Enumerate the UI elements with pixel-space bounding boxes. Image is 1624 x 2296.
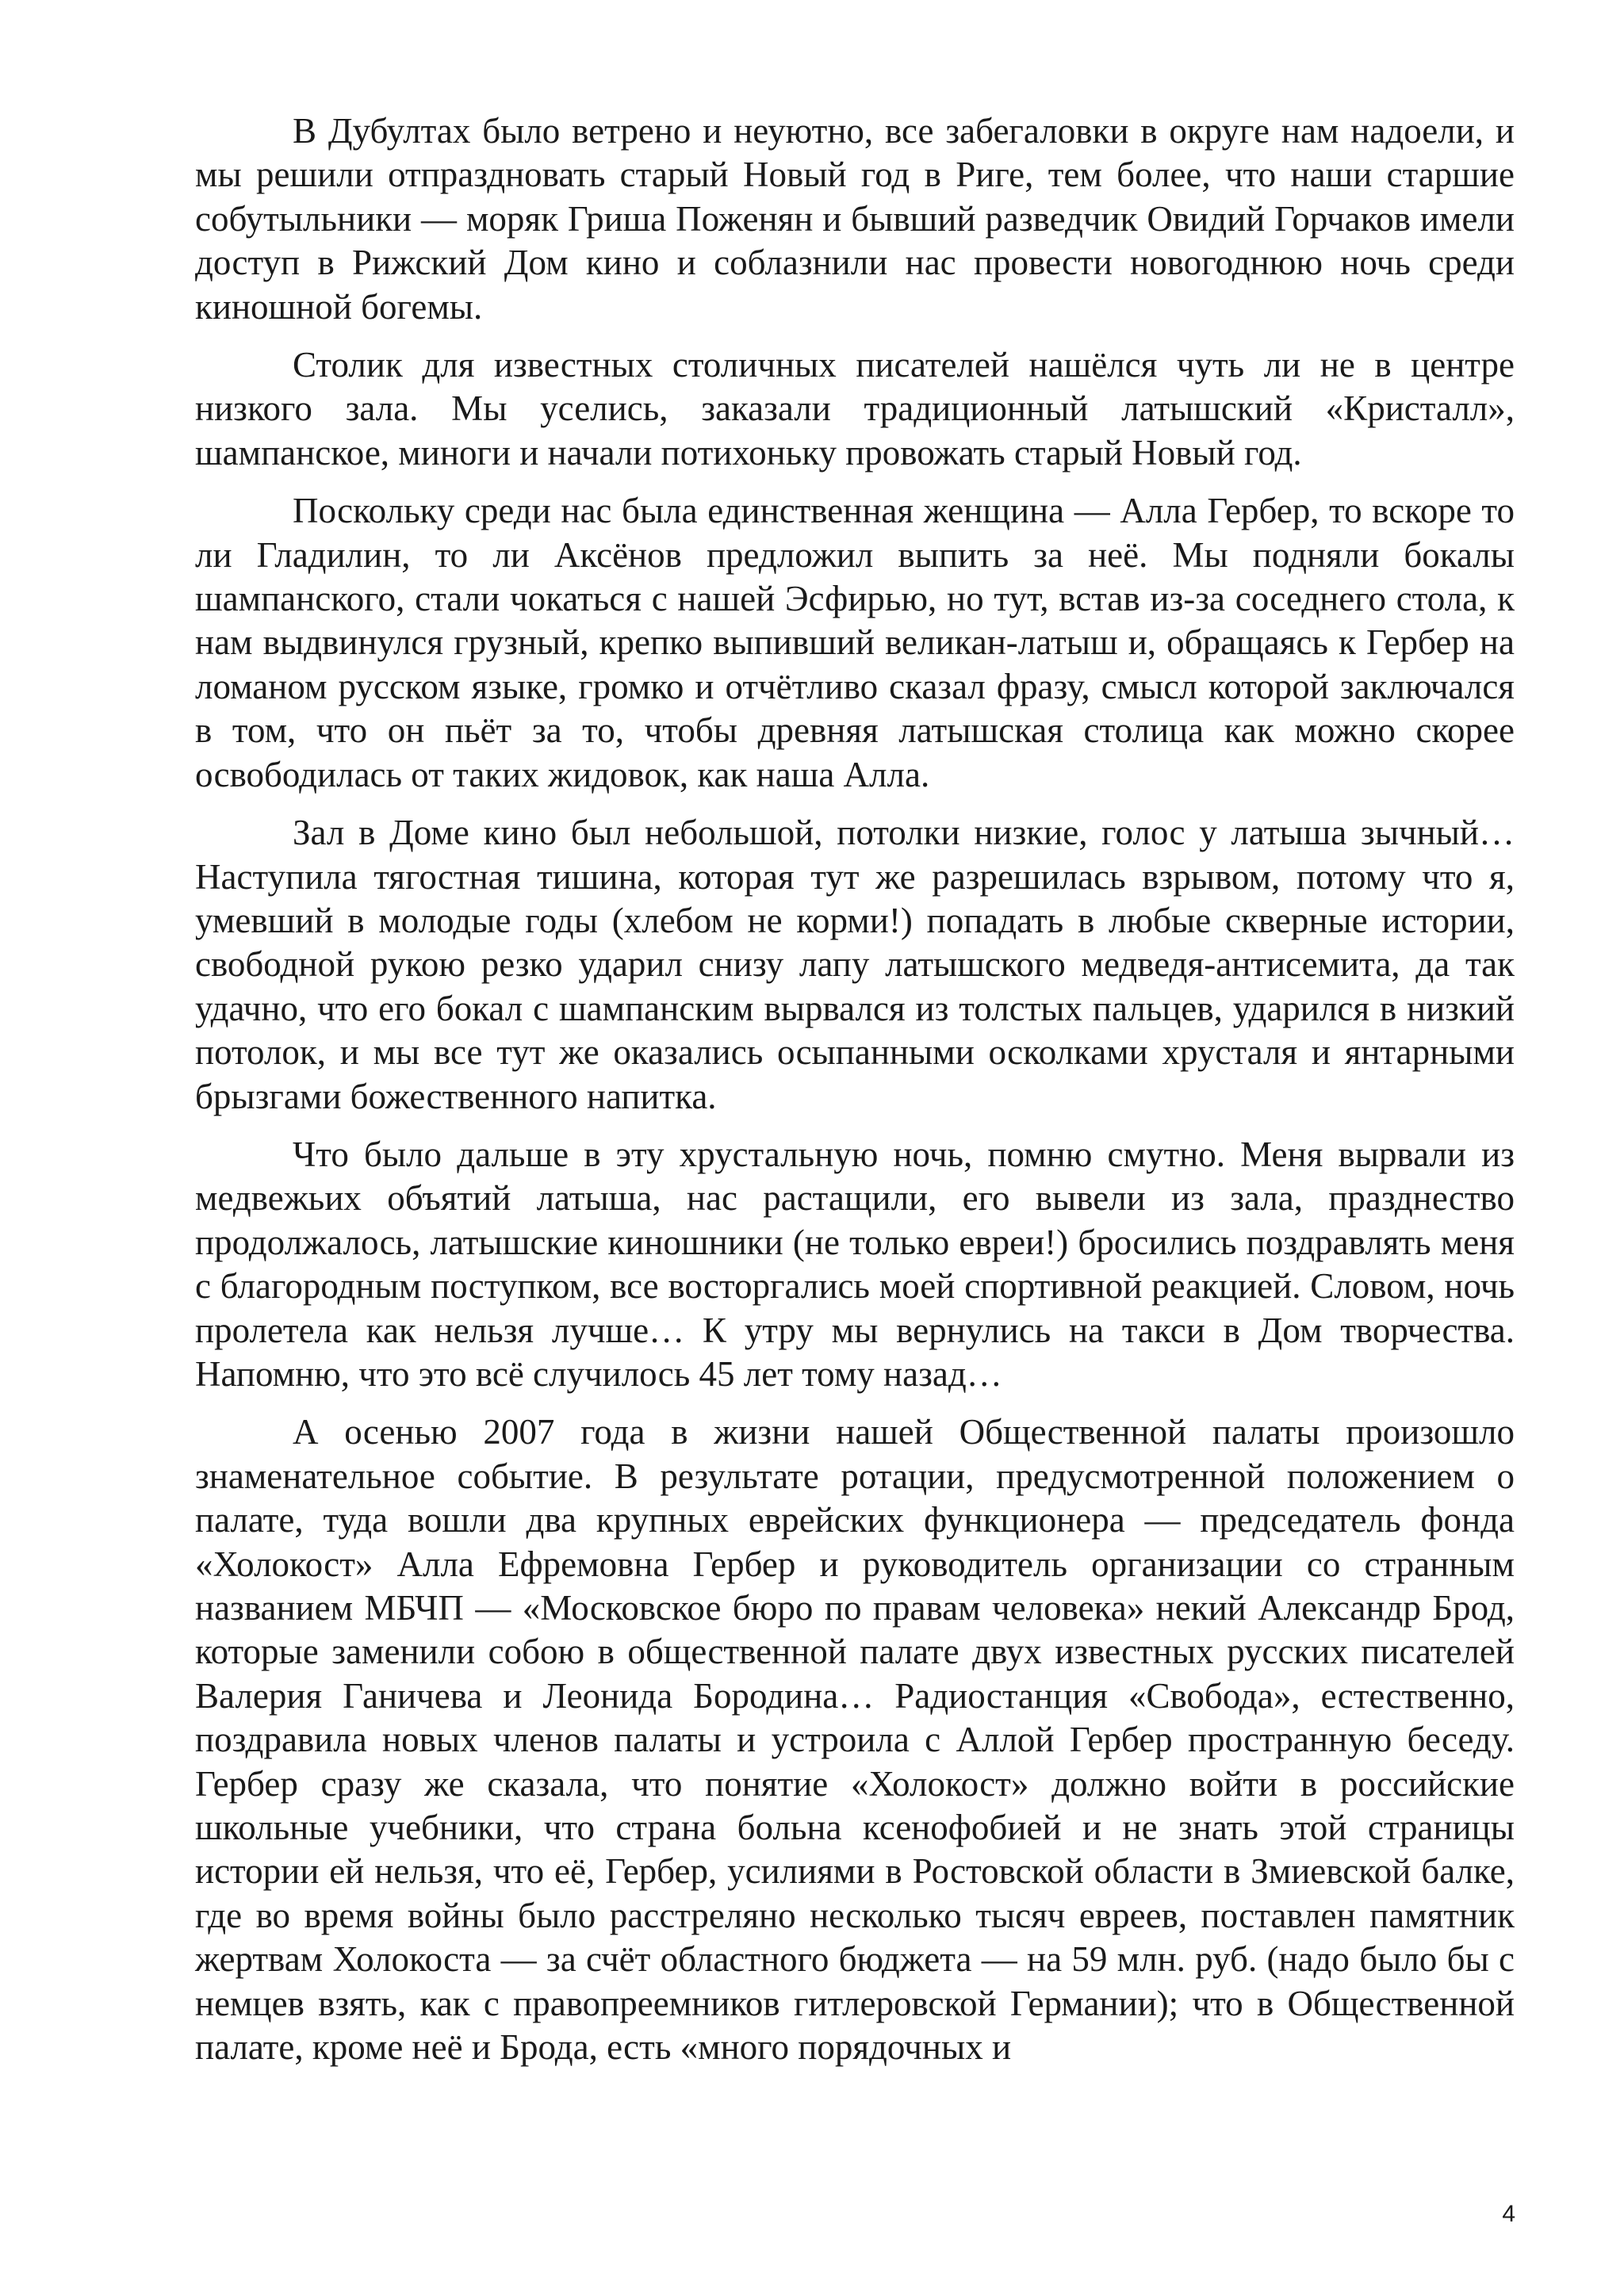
- page-number: 4: [1502, 2201, 1515, 2227]
- document-body: [195, 109, 1515, 2084]
- paragraph-4: Зал в Доме кино был небольшой, потолки низкие, голос у латыша зычный… Наступила тягостная тишина, которая тут же разрешилась взрывом, потому что я, умевший в молодые годы (хлебом не корми!) попадать в любые скверные истории, свободной рукою резко ударил снизу лапу латышского медведя-антисемита, да так удачно, что его бокал с шампанским вырвался из толстых пальцев, ударился в низкий потолок, и мы все тут же оказались осыпанными осколками хрусталя и янтарными брызгами божественного напитка.: [195, 813, 1515, 1116]
- paragraph-3: Поскольку среди нас была единственная женщина — Алла Гербер, то вскоре то ли Гладилин, то ли Аксёнов предложил выпить за неё. Мы подняли бокалы шампанского, стали чокаться с нашей Эсфирью, но тут, встав из-за соседнего стола, к нам выдвинулся грузный, крепко выпивший великан-латыш и, обращаясь к Гербер на ломаном русском языке, громко и отчётливо сказал фразу, смысл которой заключался в том, что он пьёт за то, чтобы древняя латышская столица как можно скорее освободилась от таких жидовок, как наша Алла.: [195, 491, 1515, 794]
- paragraph-5: Что было дальше в эту хрустальную ночь, помню смутно. Меня вырвали из медвежьих объятий латыша, нас растащили, его вывели из зала, празднество продолжалось, латышские киношники (не только евреи!) бросились поздравлять меня с благородным поступком, все восторгались моей спортивной реакцией. Словом, ночь пролетела как нельзя лучше… К утру мы вернулись на такси в Дом творчества. Напомню, что это всё случилось 45 лет тому назад…: [195, 1134, 1515, 1394]
- paragraph-2: Столик для известных столичных писателей нашёлся чуть ли не в центре низкого зала. Мы уселись, заказали традиционный латышский «Кристалл», шампанское, миноги и начали потихоньку провожать старый Новый год.: [195, 345, 1515, 473]
- paragraph-6: А осенью 2007 года в жизни нашей Общественной палаты произошло знаменательное событие. В результате ротации, предусмотренной положением о палате, туда вошли два крупных еврейских функционера — председатель фонда «Холокост» Алла Ефремовна Гербер и руководитель организации со странным названием МБЧП — «Московское бюро по правам человека» некий Александр Брод, которые заменили собою в общественной палате двух известных русских писателей Валерия Ганичева и Леонида Бородина… Радиостанция «Свобода», естественно, поздравила новых членов палаты и устроила с Аллой Гербер пространную беседу. Гербер сразу же сказала, что понятие «Холокост» должно войти в российские школьные учебники, что страна больна ксенофобией и не знать этой страницы истории ей нельзя, что её, Гербер, усилиями в Ростовской области в Змиевской балке, где во время войны было расстреляно несколько тысяч евреев, поставлен памятник жертвам Холокоста — за счёт областного бюджета — на 59 млн. руб. (надо было бы с немцев взять, как с правопреемников гитлеровской Германии); что в Общественной палате, кроме неё и Брода, есть «много порядочных и: [195, 1412, 1515, 2068]
- paragraph-1: В Дубултах было ветрено и неуютно, все забегаловки в округе нам надоели, и мы решили отпраздновать старый Новый год в Риге, тем более, что наши старшие собутыльники — моряк Гриша Поженян и бывший разведчик Овидий Горчаков имели доступ в Рижский Дом кино и соблазнили нас провести новогоднюю ночь среди киношной богемы.: [195, 111, 1515, 327]
